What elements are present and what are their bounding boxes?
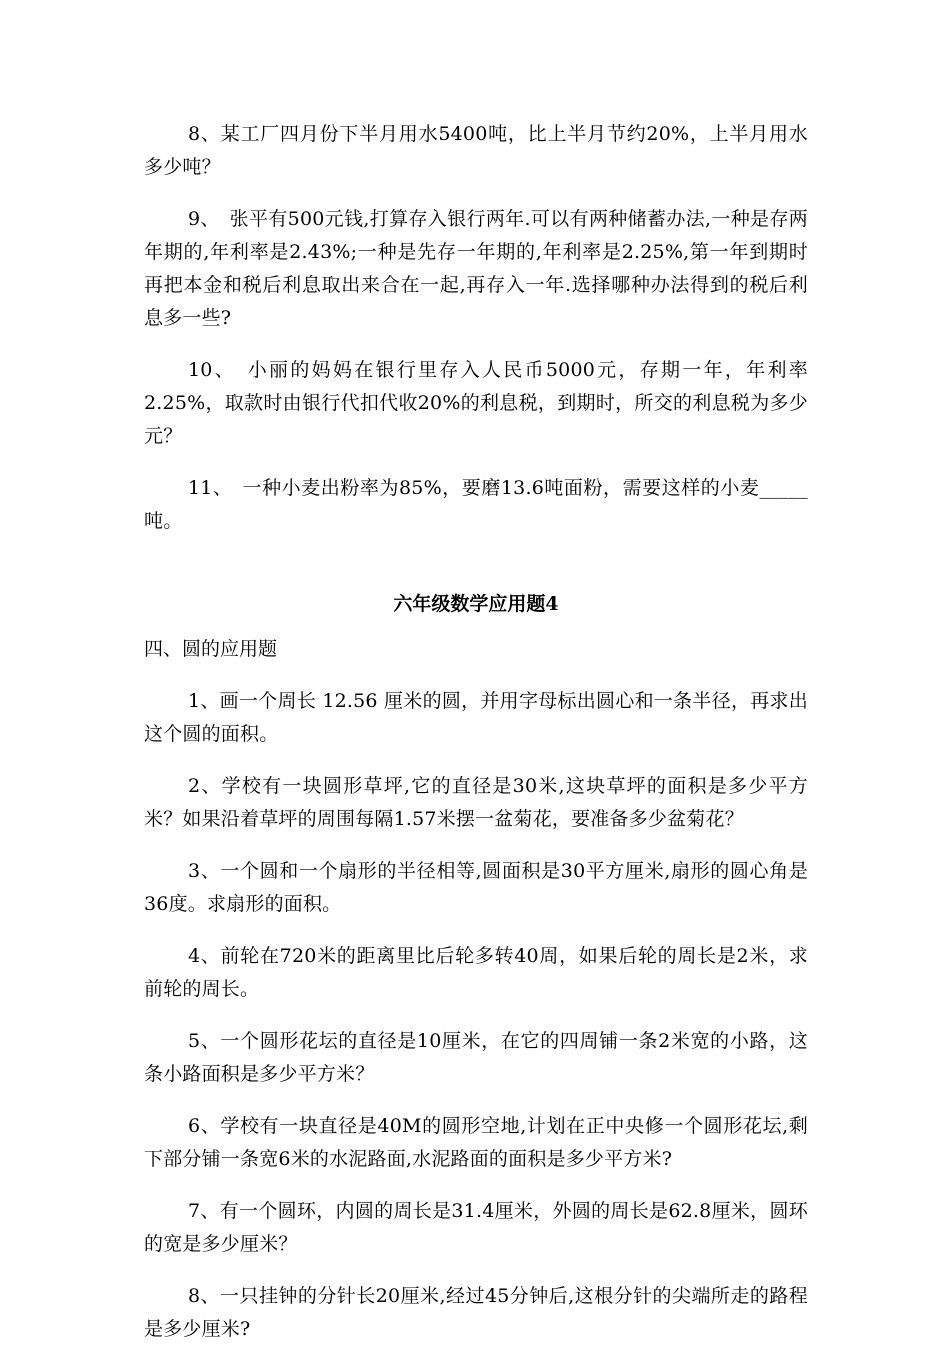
- section-title: 六年级数学应用题4: [393, 593, 559, 615]
- paragraph-gap: [144, 1176, 808, 1195]
- paragraph-gap: [144, 453, 808, 472]
- problem-8: 8、某工厂四月份下半月用水5400吨，比上半月节约20%，上半月用水多少吨？: [144, 123, 808, 178]
- section-heading: 四、圆的应用题: [144, 638, 278, 660]
- paragraph-gap: [144, 836, 808, 855]
- paragraph-gap: [144, 1261, 808, 1280]
- circle-problem-7: 7、有一个圆环，内圆的周长是31.4厘米，外圆的周长是62.8厘米，圆环的宽是多少厘米？: [144, 1200, 808, 1255]
- problem-11: 11、 一种小麦出粉率为85%，要磨13.6吨面粉，需要这样的小麦_____吨。: [144, 477, 808, 532]
- paragraph-gap: [144, 1091, 808, 1110]
- circle-problem-6: 6、学校有一块直径是40M的圆形空地,计划在正中央修一个圆形花坛,剩下部分铺一条宽6米的水泥路面,水泥路面的面积是多少平方米?: [144, 1115, 808, 1170]
- problem-10: 10、 小丽的妈妈在银行里存入人民币5000元，存期一年，年利率2.25%，取款时由银行代扣代收20%的利息税，到期时，所交的利息税为多少元？: [144, 359, 808, 447]
- problem-9: 9、 张平有500元钱,打算存入银行两年.可以有两种储蓄办法,一种是存两年期的,年利率是2.43%;一种是先存一年期的,年利率是2.25%,第一年到期时再把本金和税后利息取出来合在一起,再存入一年.选择哪种办法得到的税后利息多一些?: [144, 208, 808, 329]
- circle-problem-2: 2、学校有一块圆形草坪,它的直径是30米,这块草坪的面积是多少平方米？如果沿着草坪的周围每隔1.57米摆一盆菊花，要准备多少盆菊花？: [144, 775, 808, 830]
- circle-problem-4: 4、前轮在720米的距离里比后轮多转40周，如果后轮的周长是2米，求前轮的周长。: [144, 945, 808, 1000]
- paragraph-gap: [144, 666, 808, 685]
- section-spacer: [144, 538, 808, 588]
- circle-problem-3: 3、一个圆和一个扇形的半径相等,圆面积是30平方厘米,扇形的圆心角是36度。求扇形的面积。: [144, 860, 808, 915]
- circle-problem-5: 5、一个圆形花坛的直径是10厘米，在它的四周铺一条2米宽的小路，这条小路面积是多少平方米？: [144, 1030, 808, 1085]
- document-content: [144, 118, 808, 1346]
- paragraph-gap: [144, 335, 808, 354]
- circle-problem-8: 8、一只挂钟的分针长20厘米,经过45分钟后,这根分针的尖端所走的路程是多少厘米?: [144, 1285, 808, 1340]
- paragraph-gap: [144, 921, 808, 940]
- paragraph-gap: [144, 751, 808, 770]
- paragraph-gap: [144, 1006, 808, 1025]
- paragraph-gap: [144, 184, 808, 203]
- title-gap: [144, 621, 808, 633]
- circle-problem-1: 1、画一个周长 12.56 厘米的圆，并用字母标出圆心和一条半径，再求出这个圆的面积。: [144, 690, 808, 745]
